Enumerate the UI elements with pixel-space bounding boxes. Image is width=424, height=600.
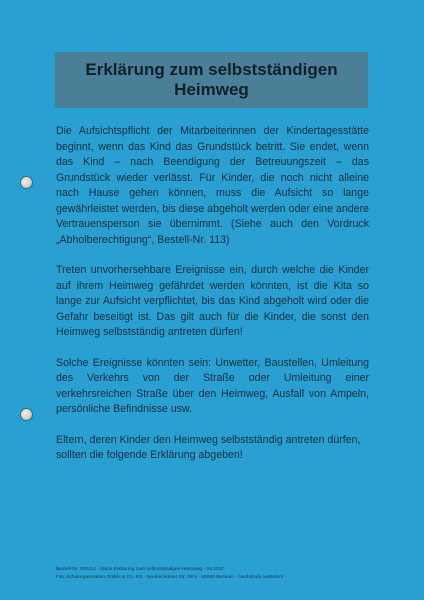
title-line-2: Heimweg: [174, 80, 249, 99]
title-line-1: Erklärung zum selbstständigen: [85, 60, 338, 79]
paragraph-beispiele: Solche Ereignisse könnten sein: Unwetter, Baustellen, Umleitung des Verkehrs von der Straße oder Umleitung einer verkehrsreichen Straße über den Heimweg, Ausfall von Ampeln, persönliche Befindnisse usw.: [56, 356, 369, 415]
title-box: [55, 52, 368, 108]
punch-hole-bottom: [21, 409, 32, 420]
paragraph-eltern: Eltern, deren Kinder den Heimweg selbstständig antreten dürfen, sollten die folgende Erklärung abgeben!: [56, 433, 361, 461]
footer-order-line: Bestell-Nr. 000114 · Block Erklärung zum selbstständigen Heimweg · 04.2017: [56, 567, 225, 572]
paragraph-ereignisse: Treten unvorhersehbare Ereignisse ein, durch welche die Kinder auf ihrem Heimweg gefährdet werden könnten, ist die Kita so lange zur Aufsicht verpflichtet, bis das Kind abgeholt wird oder die Gefahr beseitigt ist. Das gilt auch für die Kinder, die sonst den Heimweg selbstständig antreten dürfen!: [56, 264, 369, 338]
document-body: [56, 124, 369, 479]
footer-publisher-line: F&L Schulorganisation GmbH & Co. KG · Neubeckumer Str. 38 a · 59269 Beckum · Nachdruck verboten!: [56, 575, 284, 580]
paragraph-aufsichtspflicht: Die Aufsichtspflicht der Mitarbeiterinnen der Kindertagesstätte beginnt, wenn das Kind das Grundstück betritt. Sie endet, wenn das Kind – nach Beendigung der Betreuungszeit – das Grundstück wieder verlässt. Für Kinder, die noch nicht alleine nach Hause gehen können, muss die Aufsicht so lange gewährleistet werden, bis diese abgeholt werden oder eine andere Vertrauensperson sie übernimmt. (Siehe auch den Vordruck „Abholberechtigung“, Bestell-Nr. 113): [56, 125, 369, 246]
footer: [56, 566, 376, 582]
punch-hole-top: [21, 177, 32, 188]
